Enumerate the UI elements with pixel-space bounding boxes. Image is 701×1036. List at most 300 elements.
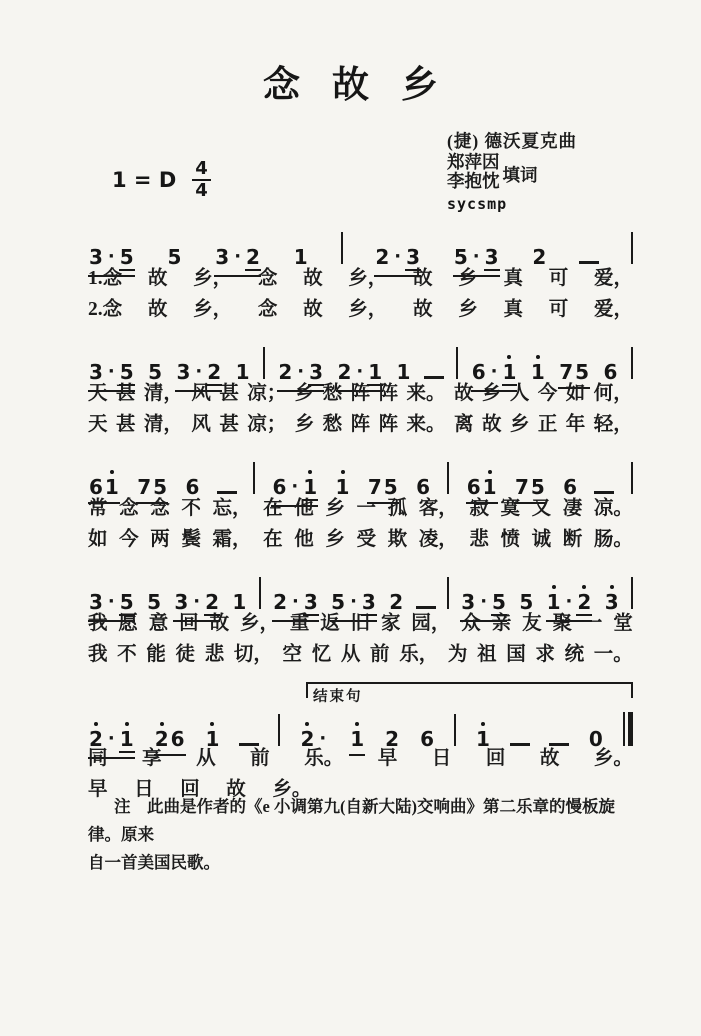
barline [278,714,280,746]
lyric-cell: 愤 [500,529,521,550]
note-digit: 3 [461,590,476,614]
augmentation-dot: · [193,591,201,612]
lyric-cell: 孤 [387,498,408,519]
lyric-cell: 悲 [469,529,489,550]
note-group [602,361,618,383]
lyric-cell: 日 [134,779,154,800]
note-digit: 3 [174,590,189,614]
augmentation-dot: · [297,361,305,382]
note-digit: 1 [546,590,561,614]
note-digit: 6 [272,475,287,499]
note-digit: 1 [530,360,545,384]
barline [454,714,456,746]
lyric-cell: 故 [453,383,474,404]
note-digit: 2 [385,727,400,751]
notes-row [88,569,633,614]
lyricist-name-1: 郑萍因 [447,152,500,172]
lyric-cell: 乡 [481,383,502,404]
lyric-row [88,638,633,669]
music-system [88,454,633,554]
barline [259,577,261,609]
lyric-cell: 一。 [593,644,633,665]
note-digit: 2 [89,727,103,751]
augmentation-dot: · [107,361,115,382]
lyric-cell: 乡 [294,383,315,404]
barline [631,232,633,264]
note-digit: 2 [375,245,390,269]
lyric-cell: 亲 [491,613,512,634]
augmentation-dot: · [234,246,242,267]
lyric-cell: 乡， [193,268,233,289]
lyric-cell: 念 [150,498,170,519]
note-digit: 1 [368,360,383,384]
note-digit: 1 [104,475,119,499]
lyric-cell: 阵 [350,414,371,435]
lyric-cell: 凄 [562,498,583,519]
note-digit: 1 [293,245,308,269]
note-dash [510,743,530,746]
lyric-cell: 故 [226,779,246,800]
lyric-cell: 旧 [350,613,371,634]
ending-bracket [306,682,633,705]
barline [447,462,449,494]
lyric-cell: 重 [289,613,310,634]
note-digit: 3 [406,245,421,269]
lyric-cell: 故 [413,268,433,289]
lyric-cell: 故 [539,748,560,769]
footnote-line-2: 自一首美国民歌。 [88,853,220,872]
note-digit: 2 [207,360,222,384]
lyric-cell: 愁 [322,383,343,404]
lyric-cell: 从 [340,644,361,665]
note-digit: 1 [205,727,220,751]
barline [631,577,633,609]
lyric-cell: 从 [196,748,216,769]
note-group [293,246,309,268]
note-digit: 1 [482,475,497,499]
note-digit: 7 [137,475,152,499]
note-digit: 3 [89,590,103,614]
footnote [88,793,640,877]
lyric-cell: 我 [88,644,108,665]
note-digit: 2 [278,360,293,384]
note-digit: 6 [466,475,481,499]
lyric-cell: 正 [537,414,558,435]
note-digit: 5 [331,590,346,614]
augmentation-dot: · [319,728,327,749]
note-group [384,728,400,750]
note-digit: 6 [89,475,103,499]
augmentation-dot: · [291,476,299,497]
lyric-cell: 肠。 [593,529,633,550]
lyric-cell: 乡 [458,299,478,320]
note-digit: 7 [559,360,574,384]
lyric-cell: 阵 [378,414,399,435]
lyric-cell: 意 [148,613,169,634]
lyric-cell: 故 [481,414,502,435]
note-digit: 3 [604,590,619,614]
composer-credit: (捷) 德沃夏克曲 [447,131,578,151]
lyric-cell: 在 [263,498,283,519]
note-digit: 5 [147,590,161,614]
note-digit: 5 [119,360,134,384]
augmentation-dot: · [480,591,488,612]
lyric-cell: 两 [150,529,170,550]
lyric-cell: 乡 [509,414,530,435]
note-digit: 3 [361,590,376,614]
lyric-cell: 愿 [118,613,138,634]
note-digit: 2 [205,590,220,614]
lyric-cell: 他 [294,498,314,519]
note-digit: 6 [185,475,200,499]
lyric-row [88,408,633,439]
lyric-cell: 凉。 [593,498,633,519]
note-digit: 6 [563,475,578,499]
augmentation-dot: · [107,246,115,267]
lyric-cell: 可 [548,299,569,320]
lyric-cell: 凌， [418,529,458,550]
notes-row [88,454,633,499]
notes-row [88,704,633,751]
lyric-cell: 故 [413,299,433,320]
note-group [518,591,534,613]
lyric-cell: 乡， [348,299,388,320]
note-digit: 7 [514,475,529,499]
lyric-cell: 愁 [322,414,343,435]
lyric-cell: 1.念 [88,268,123,289]
lyric-cell: 前 [250,748,270,769]
lyric-cell: 乐， [399,644,439,665]
lyric-cell: 求 [535,644,555,665]
lyricist-names [447,153,500,191]
lyric-cell: 如 [88,529,108,550]
lyric-cell: 徒 [175,644,196,665]
note-digit: 5 [148,360,163,384]
note-digit: 1 [335,475,350,499]
lyric-cell: 甚 [219,383,239,404]
lyric-cell: 甚 [219,414,239,435]
lyric-cell: 欺 [387,529,408,550]
augmentation-dot: · [472,246,480,267]
lyric-cell: 何， [593,383,633,404]
lyric-cell: 一 [582,613,603,634]
music-system [88,339,633,439]
lyric-row [88,523,633,554]
note-group [562,476,578,498]
lyric-cell: 清， [143,414,183,435]
lyric-cell: 我 [88,613,108,634]
note-group [335,476,351,498]
lyric-cell: 天 [88,383,108,404]
lyric-cell: 统 [564,644,585,665]
lyric-cell: 家 [381,613,401,634]
lyric-cell: 念 [119,498,139,519]
lyric-cell: 真 [503,268,524,289]
note-group [388,591,404,613]
lyric-cell: 早 [88,779,108,800]
lyric-cell: 故 [147,299,168,320]
note-group [396,361,412,383]
lyric-cell: 前 [370,644,390,665]
note-group [349,728,365,756]
lyric-cell: 为 [447,644,468,665]
lyric-cell: 阵 [350,383,371,404]
note-digit: 0 [588,727,603,751]
lyric-cell: 享 [142,748,162,769]
lyric-cell: 2.念 [88,299,123,320]
lyric-cell: 聚 [552,613,572,634]
lyric-cell: 乡， [193,299,233,320]
lyric-cell: 乡， [239,613,279,634]
note-digit: 5 [383,475,398,499]
augmentation-dot: · [350,591,357,612]
key-signature [112,160,211,200]
note-digit: 1 [396,360,411,384]
note-group [604,591,620,613]
lyric-cell: 能 [146,644,166,665]
augmentation-dot: · [356,361,364,382]
lyric-cell: 念 [257,268,278,289]
note-digit: 2 [154,727,169,751]
lyric-cell: 甚 [115,414,136,435]
meter-numerator: 4 [192,160,211,181]
note-group [299,728,330,751]
note-digit: 5 [575,360,590,384]
lyric-cell: 故 [147,268,168,289]
lyric-cell: 空 [282,644,303,665]
note-group [475,728,491,750]
note-digit: 6 [420,727,434,751]
lyric-cell: 国 [506,644,526,665]
barline [631,462,633,494]
note-digit: 1 [502,360,517,384]
lyric-cell: 乡。 [272,779,312,800]
lyric-cell: 回 [485,748,506,769]
lyric-cell: 返 [320,613,340,634]
time-signature [192,160,211,200]
lyric-cell: 风 [191,383,211,404]
augmentation-dot: · [490,361,498,382]
note-digit: 2 [577,590,592,614]
lyric-cell: 人 [509,383,530,404]
lyric-cell: 不 [117,644,137,665]
note-group [147,361,163,383]
music-system [88,682,633,804]
lyric-cell: 众 [461,613,481,634]
augmentation-dot: · [195,361,203,382]
notes-row [88,339,633,384]
lyric-cell: 悲 [204,644,225,665]
augmentation-dot: · [107,728,115,749]
lyricist-name-2: 李抱忱 [447,171,500,191]
lyric-cell: 切， [233,644,273,665]
note-digit: 5 [167,245,182,269]
lyric-cell: 真 [503,299,524,320]
lyric-cell: 故 [303,299,323,320]
note-digit: 2 [246,245,260,269]
lyric-cell: 故 [209,613,230,634]
note-group [588,728,604,750]
watermark-text: sycsmp [447,195,508,213]
augmentation-dot: · [292,591,299,612]
lyric-cell: 忆 [311,644,332,665]
note-digit: 3 [89,245,103,269]
augmentation-dot: · [565,591,573,612]
augmentation-dot: · [107,591,115,612]
lyric-cell: 日 [431,748,452,769]
notes-row [88,224,633,269]
lyric-cell: 回 [179,613,199,634]
final-barline [623,712,633,746]
ending-phrase-label: 结束句 [313,689,363,705]
note-group [415,476,431,498]
meter-denominator: 4 [195,180,208,201]
lyric-cell: 故 [303,268,323,289]
note-digit: 2 [532,245,547,269]
lyric-cell: 寂 [469,498,489,519]
song-title: 念故乡 [263,65,470,106]
lyric-cell: 回 [180,779,200,800]
note-group [235,361,251,383]
lyricist-role: 填词 [502,164,538,185]
footnote-line-1: 注 此曲是作者的《e 小调第九(自新大陆)交响曲》第二乐章的慢板旋律。原来 [88,797,615,844]
lyric-cell: 可 [548,268,569,289]
lyric-cell: 不 [181,498,201,519]
note-digit: 2 [300,727,315,751]
lyric-cell: 霜， [212,529,252,550]
lyric-row [88,293,633,324]
lyric-cell: 如 [565,383,586,404]
lyric-cell: 来。 [406,414,446,435]
augmentation-dot: · [394,246,402,267]
note-digit: 3 [309,360,324,384]
note-digit: 1 [350,727,365,751]
lyric-cell: 轻， [593,414,633,435]
barline [447,577,449,609]
barline [341,232,343,264]
lyric-cell: 凉； [247,414,287,435]
lyric-cell: 同 [88,748,108,769]
note-digit: 2 [389,590,404,614]
note-digit: 1 [303,475,318,499]
note-digit: 5 [530,475,545,499]
barline [456,347,458,379]
lyric-cell: 今 [119,529,139,550]
note-group [184,476,200,498]
note-digit: 1 [475,727,490,751]
note-digit: 1 [235,360,250,384]
lyric-cell: 一 [356,498,377,519]
lyric-cell: 忘， [212,498,252,519]
note-digit: 6 [471,360,486,384]
note-digit: 3 [89,360,103,384]
lyric-cell: 常 [88,498,108,519]
lyric-cell: 乡。 [593,748,633,769]
note-digit: 7 [367,475,382,499]
lyric-cell: 年 [565,414,586,435]
lyricists-block [447,153,577,191]
lyric-cell: 念 [257,299,278,320]
lyric-cell: 乐。 [304,748,344,769]
lyric-cell: 他 [294,529,314,550]
lyric-cell: 乡 [294,414,315,435]
lyric-cell: 乡 [325,498,345,519]
lyric-cell: 受 [356,529,377,550]
note-digit: 5 [119,245,134,269]
note-digit: 2 [273,590,288,614]
lyric-cell: 离 [453,414,474,435]
lyric-cell: 阵 [378,383,399,404]
lyric-cell: 乡 [325,529,345,550]
lyric-cell: 乡 [458,268,478,289]
lyric-cell: 断 [562,529,583,550]
lyric-cell: 爱， [593,299,633,320]
note-group [146,591,162,613]
note-group [531,246,547,268]
note-digit: 1 [232,590,247,614]
note-digit: 3 [303,590,318,614]
note-digit: 6 [603,360,618,384]
note-digit: 1 [119,727,134,751]
lyric-cell: 早 [377,748,398,769]
lyric-cell: 寞 [500,498,521,519]
note-group [205,728,221,750]
note-digit: 3 [484,245,499,269]
music-system [88,569,633,669]
note-digit: 5 [153,475,168,499]
note-digit: 5 [519,590,534,614]
lyric-row [88,492,633,523]
score [88,224,633,819]
lyric-cell: 园， [411,613,451,634]
lyric-cell: 来。 [406,383,446,404]
lyric-cell: 乡， [348,268,388,289]
note-group [419,728,435,750]
note-digit: 6 [416,475,430,499]
lyric-cell: 风 [191,414,211,435]
note-digit: 2 [337,360,352,384]
lyric-cell: 又 [531,498,552,519]
note-group [167,246,183,268]
key-value: 1 = D [112,168,177,192]
barline [253,462,255,494]
note-digit: 5 [492,590,506,614]
note-digit: 6 [170,727,185,751]
music-system [88,224,633,324]
lyric-cell: 祖 [477,644,497,665]
lyric-cell: 甚 [115,383,136,404]
note-digit: 3 [215,245,230,269]
lyric-cell: 友 [522,613,542,634]
lyric-cell: 清， [143,383,183,404]
lyric-cell: 堂 [613,613,633,634]
lyric-cell: 在 [263,529,283,550]
lyric-cell: 诚 [531,529,552,550]
lyric-cell: 天 [88,414,108,435]
note-digit: 5 [453,245,468,269]
note-group [530,361,546,383]
lyric-cell: 凉； [247,383,287,404]
note-digit: 5 [119,590,134,614]
lyric-cell: 鬓 [181,529,201,550]
barline [263,347,265,379]
lyric-cell: 爱， [593,268,633,289]
note-group [231,591,247,613]
credits-block [447,131,577,215]
note-digit: 3 [176,360,191,384]
lyric-cell: 今 [537,383,558,404]
barline [631,347,633,379]
